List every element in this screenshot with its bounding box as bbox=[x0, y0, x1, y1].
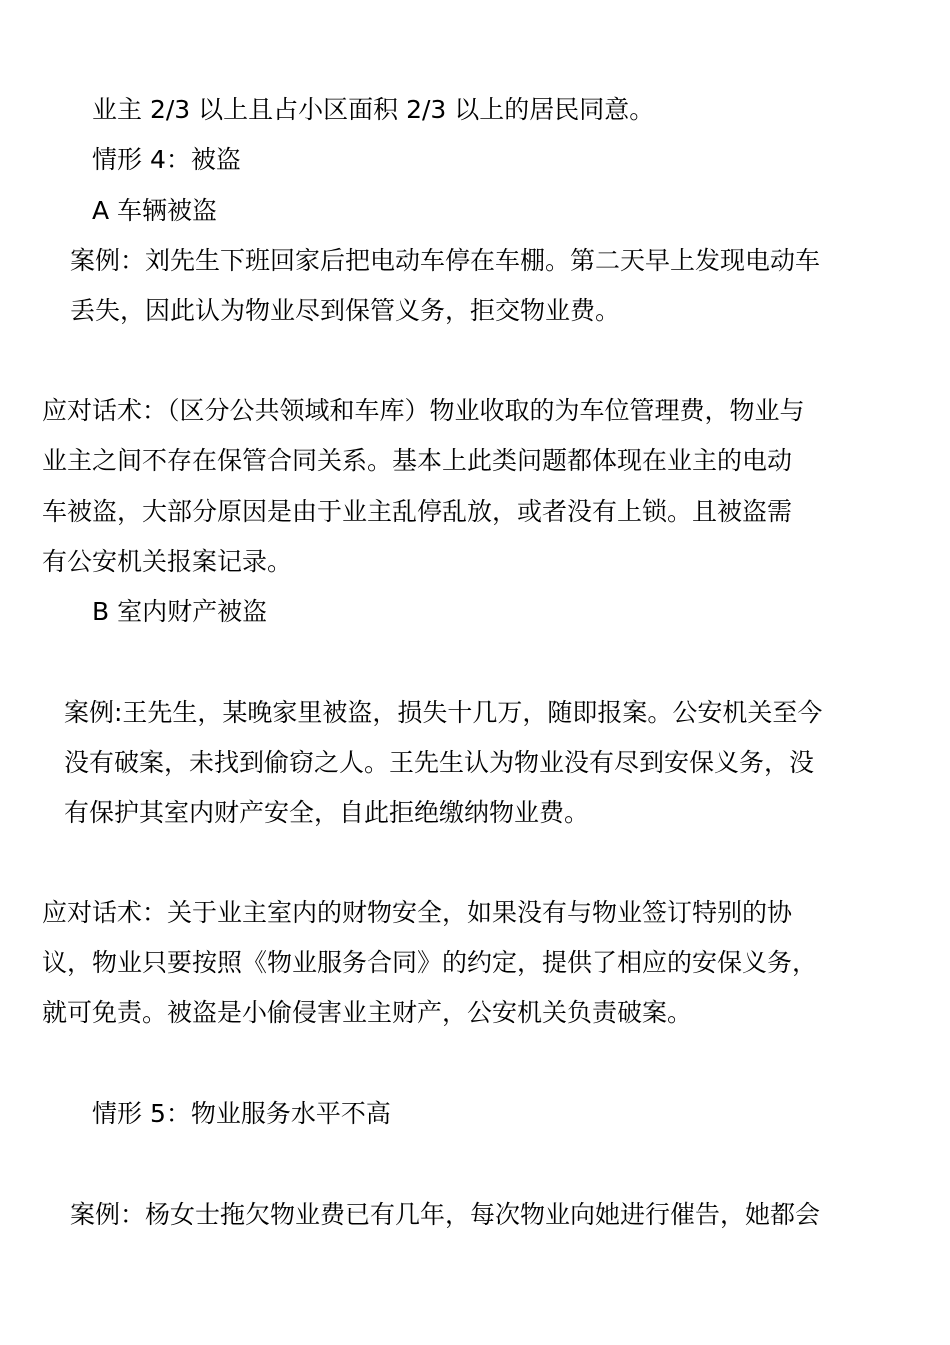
text-line: 应对话术：（区分公共领域和车库）物业收取的为车位管理费，物业与 bbox=[42, 396, 805, 425]
text-line: 就可免责。被盗是小偷侵害业主财产，公安机关负责破案。 bbox=[42, 998, 693, 1027]
text-line: 业主之间不存在保管合同关系。基本上此类问题都体现在业主的电动 bbox=[42, 446, 793, 475]
text-line: 业主 2/3 以上且占小区面积 2/3 以上的居民同意。 bbox=[92, 95, 655, 124]
text-line: 案例：杨女士拖欠物业费已有几年，每次物业向她进行催告，她都会 bbox=[70, 1200, 821, 1229]
text-line: 丢失，因此认为物业尽到保管义务，拒交物业费。 bbox=[70, 296, 621, 325]
text-line: 没有破案，未找到偷窃之人。王先生认为物业没有尽到安保义务，没 bbox=[64, 748, 815, 777]
text-line: 车被盗，大部分原因是由于业主乱停乱放，或者没有上锁。且被盗需 bbox=[42, 497, 793, 526]
text-line: 案例:王先生，某晚家里被盗，损失十几万，随即报案。公安机关至今 bbox=[64, 698, 823, 727]
subsection-heading: A 车辆被盗 bbox=[92, 196, 218, 225]
text-line: 有保护其室内财产安全，自此拒绝缴纳物业费。 bbox=[64, 798, 590, 827]
text-line: 有公安机关报案记录。 bbox=[42, 547, 293, 576]
text-line: 案例：刘先生下班回家后把电动车停在车棚。第二天早上发现电动车 bbox=[70, 246, 821, 275]
section-heading: 情形 4：被盗 bbox=[92, 145, 241, 174]
text-line: 议，物业只要按照《物业服务合同》的约定，提供了相应的安保义务， bbox=[42, 948, 818, 977]
subsection-heading: B 室内财产被盗 bbox=[92, 597, 268, 626]
section-heading: 情形 5：物业服务水平不高 bbox=[92, 1099, 391, 1128]
text-line: 应对话术：关于业主室内的财物安全，如果没有与物业签订特别的协 bbox=[42, 898, 793, 927]
